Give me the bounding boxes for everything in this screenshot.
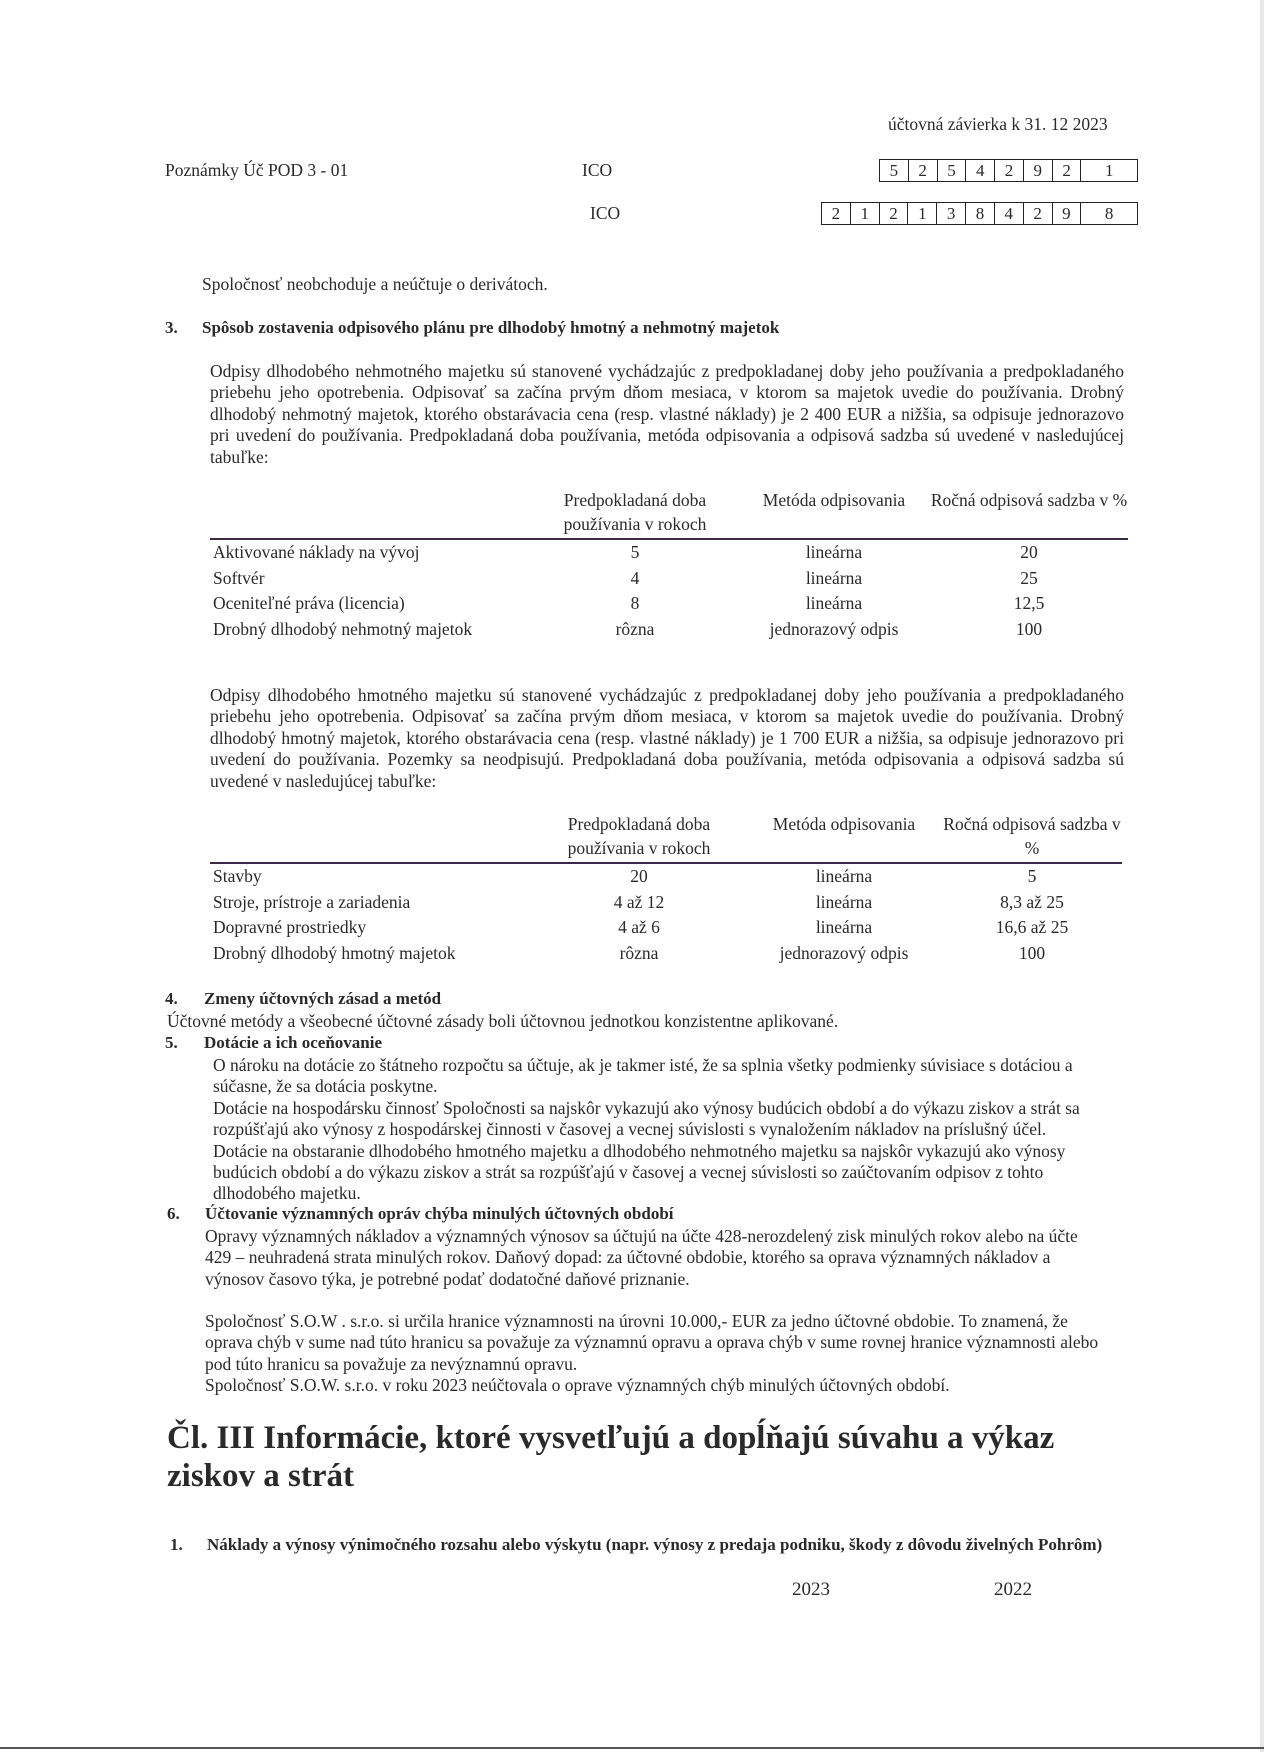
- ico-digit: 8: [966, 203, 995, 224]
- table-row: [210, 566, 1128, 592]
- table-cell: 5: [1027, 866, 1037, 886]
- ico-digit: 2: [995, 160, 1024, 181]
- ico-digit: 2: [1024, 203, 1053, 224]
- paragraph: Odpisy dlhodobého hmotného majetku sú stanovené vychádzajúc z predpokladanej doby jeho používania a predpokladaného priebehu jeho opotrebenia. Odpisovať sa začína prvým dňom mesiaca, v ktorom sa majetok uvedie do používania. Drobný dlhodobý hmotný majetok, ktorého obstarávacia cena (resp. vlastné náklady) je 1 700 EUR a nižšia, sa odpisuje jednorazovo pri uvedení do používania. Pozemky sa neodpisujú. Predpokladaná doba používania, metóda odpisovania a odpisová sadzba sú uvedené v nasledujúcej tabuľke:: [210, 685, 1124, 791]
- table-cell: jednorazový odpis: [769, 618, 899, 639]
- ico-digit: 2: [880, 203, 909, 224]
- column-header: Metóda odpisovania: [772, 814, 916, 834]
- table-cell: 100: [1018, 942, 1046, 963]
- form-label: Poznámky Úč POD 3 - 01: [165, 160, 349, 180]
- table-cell: 20: [1020, 542, 1038, 562]
- table-cell: Stroje, prístroje a zariadenia: [213, 891, 411, 912]
- table-row: [210, 863, 1122, 890]
- table-cell: Softvér: [213, 567, 265, 588]
- table-row: [210, 539, 1128, 566]
- table-cell: 16,6 až 25: [995, 917, 1069, 937]
- ico-digit: 3: [937, 203, 966, 224]
- item-number: 1.: [170, 1535, 183, 1554]
- table-cell: jednorazový odpis: [779, 942, 909, 963]
- table-cell: 25: [1020, 567, 1038, 588]
- column-header: Predpokladaná doba používania v rokoch: [563, 490, 707, 534]
- table-cell: lineárna: [805, 593, 863, 613]
- table-cell: 4 až 6: [618, 917, 660, 937]
- table-row: [210, 941, 1122, 967]
- ico-digit: 9: [1024, 160, 1053, 181]
- table-row: [210, 591, 1128, 617]
- ico-digit: 5: [880, 160, 909, 181]
- table-cell: 4: [630, 567, 640, 588]
- paragraph: Spoločnosť S.O.W. s.r.o. v roku 2023 neúčtovala o oprave významných chýb minulých účtovných období.: [205, 1375, 950, 1395]
- column-header: Ročná odpisová sadzba v %: [943, 814, 1121, 858]
- year-previous: 2022: [994, 1579, 1032, 1600]
- section-number: 6.: [167, 1204, 180, 1223]
- table-row: [210, 890, 1122, 916]
- table-cell: 8,3 až 25: [1000, 891, 1064, 912]
- statement-date: účtovná závierka k 31. 12 2023: [888, 114, 1108, 134]
- ico-digit: 2: [822, 203, 851, 224]
- table-row: [210, 915, 1122, 941]
- paragraph-text: Dotácie na hospodársku činnosť Spoločnosti sa najskôr vykazujú ako výnosy budúcich období a do výkazu ziskov a strát sa rozpúšťajú ako výnosy z hospodárskej činnosti v časovej a vecnej súvislosti s vynaložením nákladov na príslušný účel.: [213, 1097, 1080, 1140]
- section-title: Účtovanie významných opráv chýba minulých účtovných období: [205, 1204, 674, 1223]
- ico-digit: 1: [908, 203, 937, 224]
- table-cell: Stavby: [213, 866, 262, 886]
- table-cell: 4 až 12: [613, 891, 665, 912]
- ico-digit: 4: [966, 160, 995, 181]
- table-cell: 8: [630, 593, 640, 613]
- table-cell: Oceniteľné práva (licencia): [213, 593, 405, 613]
- section-title: Spôsob zostavenia odpisového plánu pre dlhodobý hmotný a nehmotný majetok: [202, 318, 780, 337]
- section-text: Účtovné metódy a všeobecné účtovné zásady boli účtovnou jednotkou konzistentne aplikované.: [167, 1011, 839, 1031]
- paragraph-text: O nároku na dotácie zo štátneho rozpočtu sa účtuje, ak je takmer isté, že sa splnia všetky podmienky súvisiace s dotáciou a súčasne, že sa dotácia poskytne.: [213, 1055, 1073, 1097]
- ico-digit: 2: [1053, 160, 1082, 181]
- table-cell: 100: [1015, 618, 1043, 639]
- ico-digit: 9: [1053, 203, 1082, 224]
- table-cell: 20: [630, 866, 648, 886]
- column-header: Predpokladaná doba používania v rokoch: [567, 814, 711, 858]
- table-header-row: [210, 488, 1128, 539]
- scan-edge: [1260, 0, 1264, 1752]
- table-cell: rôzna: [615, 618, 655, 639]
- section-title: Zmeny účtovných zásad a metód: [204, 989, 442, 1008]
- ico-digit: 8: [1104, 204, 1114, 223]
- ico-digit: 2: [909, 160, 938, 181]
- section-number: 5.: [165, 1033, 178, 1052]
- table-cell: lineárna: [815, 866, 873, 886]
- paragraph: Spoločnosť S.O.W . s.r.o. si určila hranice významnosti na úrovni 10.000,- EUR za jedno účtovné obdobie. To znamená, že oprava chýb v sume nad túto hranicu sa považuje za významnú opravu a oprava chýb v sume rovnej hranice významnosti alebo pod túto hranicu sa považuje za nevýznamnú opravu.: [205, 1311, 1099, 1374]
- ico-digit: 4: [995, 203, 1024, 224]
- depreciation-table-intangible: [210, 488, 1128, 642]
- ico-label: ICO: [590, 203, 621, 223]
- ico-digit: 1: [851, 203, 880, 224]
- item-title: Náklady a výnosy výnimočného rozsahu alebo výskytu (napr. výnosy z predaja podniku, škody z dôvodu živelných Pohrôm): [207, 1535, 1103, 1554]
- column-header: [210, 812, 532, 863]
- ico-label: ICO: [582, 160, 613, 180]
- scan-bottom-edge: [0, 1747, 1264, 1749]
- table-cell: Dopravné prostriedky: [213, 917, 367, 937]
- paragraph-text: Dotácie na obstaranie dlhodobého hmotného majetku a dlhodobého nehmotného majetku sa najskôr vykazujú ako výnosy budúcich období a do výkazu ziskov a strát sa rozpúšťajú v časovej a vecnej súvislosti so zaúčtovaním odpisov z tohto dlhodobého majetku.: [213, 1140, 1066, 1204]
- paragraph: Opravy významných nákladov a významných výnosov sa účtujú na účte 428-nerozdelený zisk minulých rokov alebo na účte 429 – neuhradená strata minulých rokov. Daňový dopad: za účtovné obdobie, ktorého sa oprava významných nákladov a výnosov časovo týka, je potrebné podať dodatočné daňové priznanie.: [205, 1226, 1078, 1289]
- paragraph: Odpisy dlhodobého nehmotného majetku sú stanovené vychádzajúc z predpokladanej doby jeho používania a predpokladaného priebehu jeho opotrebenia. Odpisovať sa začína prvým dňom mesiaca, v ktorom sa majetok uvedie do používania. Drobný dlhodobý nehmotný majetok, ktorého obstarávacia cena (resp. vlastné náklady) je 2 400 EUR a nižšia, sa odpisuje jednorazovo pri uvedení do používania. Predpokladaná doba používania, metóda odpisovania a odpisová sadzba sú uvedené v nasledujúcej tabuľke:: [210, 361, 1124, 467]
- table-cell: rôzna: [619, 942, 659, 963]
- section-title: Dotácie a ich oceňovanie: [204, 1033, 382, 1052]
- ico-boxes: [821, 202, 1138, 225]
- column-header: Ročná odpisová sadzba v %: [930, 490, 1128, 510]
- depreciation-table-tangible: [210, 812, 1122, 966]
- table-header-row: [210, 812, 1122, 863]
- table-cell: Drobný dlhodobý hmotný majetok: [213, 942, 456, 963]
- section-number: 4.: [165, 989, 178, 1008]
- table-cell: Drobný dlhodobý nehmotný majetok: [213, 618, 473, 639]
- chapter-title: Čl. III Informácie, ktoré vysvetľujú a dopĺňajú súvahu a výkaz ziskov a strát: [167, 1420, 1055, 1494]
- column-header: Metóda odpisovania: [762, 490, 906, 510]
- ico-boxes: [879, 159, 1138, 182]
- year-current: 2023: [792, 1579, 830, 1600]
- table-cell: lineárna: [805, 567, 863, 588]
- paragraph: [213, 1055, 1128, 1205]
- table-cell: lineárna: [815, 917, 873, 937]
- table-cell: lineárna: [815, 891, 873, 912]
- table-row: [210, 617, 1128, 643]
- table-cell: lineárna: [805, 542, 863, 562]
- intro-line: Spoločnosť neobchoduje a neúčtuje o derivátoch.: [202, 274, 548, 294]
- table-cell: 12,5: [1013, 593, 1045, 613]
- table-cell: 5: [630, 542, 640, 562]
- ico-digit: 1: [1105, 161, 1114, 180]
- ico-digit: 5: [938, 160, 967, 181]
- table-cell: Aktivované náklady na vývoj: [213, 542, 420, 562]
- column-header: [210, 488, 532, 539]
- section-number: 3.: [165, 318, 178, 337]
